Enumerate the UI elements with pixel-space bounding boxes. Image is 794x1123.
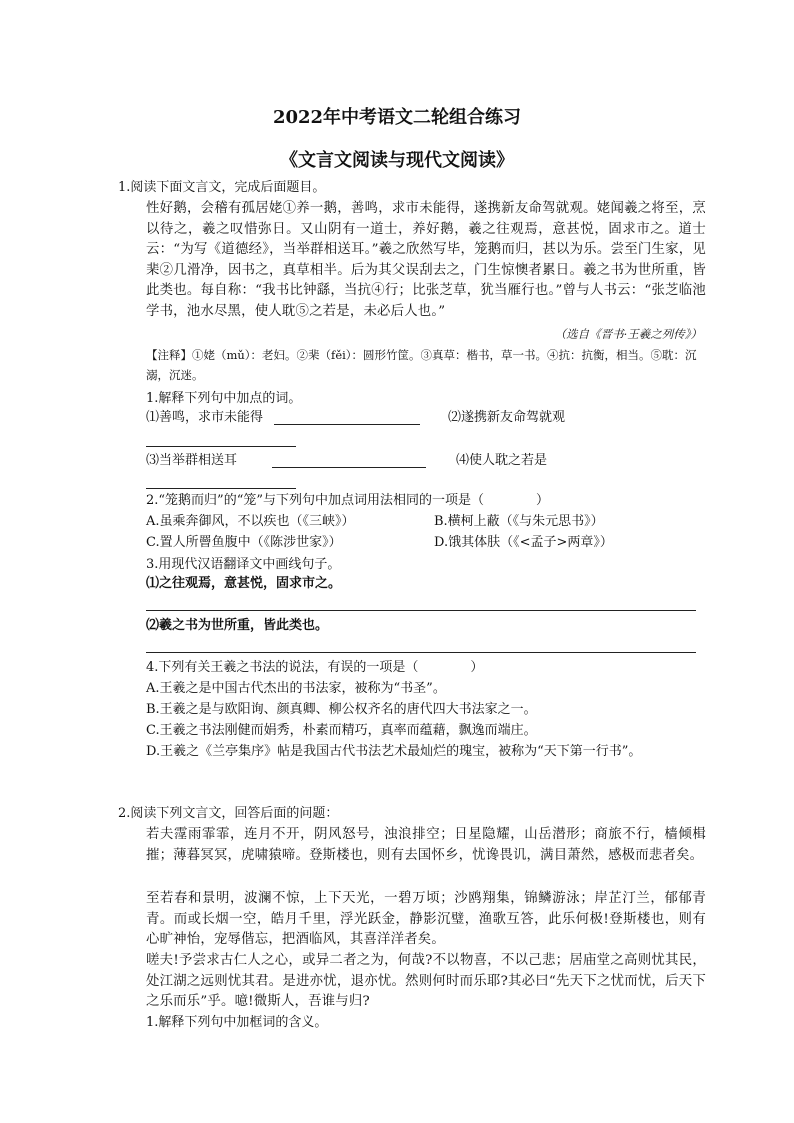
q2-option-b[interactable]: B.横柯上蔽（《与朱元思书》） [434,514,604,529]
q1-item-1: ⑴善鸣，求市未能得 [146,410,264,425]
section1-prompt: 1.阅读下面文言文，完成后面题目。 [118,180,326,195]
q4-stem: 4.下列有关王羲之书法的说法，有误的一项是（ ） [146,660,484,675]
q2-option-c[interactable]: C.置人所罾鱼腹中（《陈涉世家》） [146,535,342,550]
answer-line[interactable] [274,424,420,425]
q3-stem: 3.用现代汉语翻译文中画线句子。 [146,557,341,572]
section2-paragraph-1: 若夫霪雨霏霏，连月不开，阴风怒号，浊浪排空；日星隐耀，山岳潜形；商旅不行，樯倾楫摧；薄暮冥冥，虎啸猿啼。登斯楼也，则有去国怀乡，忧谗畏讥，满目萧然，感极而悲者矣。 [146,827,706,863]
section2-prompt: 2.阅读下列文言文，回答后面的问题： [118,806,339,821]
section2-paragraph-3: 嗟夫!予尝求古仁人之心，或异二者之为，何哉?不以物喜，不以己悲；居庙堂之高则忧其民，处江湖之远则忧其君。是进亦忧，退亦忧。然则何时而乐耶?其必曰“先天下之忧而忧，后天下之乐而乐”乎。噫!微斯人，吾谁与归? [146,953,706,1010]
passage-source: （选自《晋书·王羲之列传》） [554,327,702,341]
document-subtitle: 《文言文阅读与现代文阅读》 [280,150,514,171]
q1-item-3: ⑶当举群相送耳 [146,453,238,468]
q4-option-a[interactable]: A.王羲之是中国古代杰出的书法家，被称为“书圣”。 [146,681,446,696]
q3-item-2: ⑵羲之书为世所重，皆此类也。 [146,618,329,633]
answer-line[interactable] [146,652,696,653]
document-title: 2022年中考语文二轮组合练习 [272,107,522,128]
q2-option-a[interactable]: A.虽乘奔御风，不以疾也（《三峡》） [146,514,355,529]
q3-item-1: ⑴之往观焉，意甚悦，固求市之。 [146,576,342,591]
section2-paragraph-2: 至若春和景明，波澜不惊，上下天光，一碧万顷；沙鸥翔集，锦鳞游泳；岸芷汀兰，郁郁青青。而或长烟一空，皓月千里，浮光跃金，静影沉璧，渔歌互答，此乐何极!登斯楼也，则有心旷神怡，宠辱偕忘，把酒临风，其喜洋洋者矣。 [146,891,706,948]
q4-option-c[interactable]: C.王羲之书法刚健而娟秀，朴素而精巧，真率而蕴藉，飘逸而端庄。 [146,723,537,738]
section1-passage: 性好鹅，会稽有孤居姥①养一鹅，善鸣，求市未能得，遂携新友命驾就观。姥闻羲之将至，烹以待之，羲之叹惜弥日。又山阴有一道士，养好鹅，羲之往观焉，意甚悦，固求市之。道士云：“为写《道德经》，当举群相送耳。”羲之欣然写毕，笼鹅而归，甚以为乐。尝至门生家，见棐②几滑净，因书之，真草相半。后为其父误刮去之，门生惊懊者累日。羲之书为世所重，皆此类也。每自称：“我书比钟繇，当抗④行；比张芝草，犹当雁行也。”曾与人书云：“张芝临池学书，池水尽黑，使人耽⑤之若是，未必后人也。” [146,201,706,319]
q4-option-b[interactable]: B.王羲之是与欧阳询、颜真卿、柳公权齐名的唐代四大书法家之一。 [146,702,537,717]
q1-item-4: ⑷使人耽之若是 [456,453,548,468]
section2-q1-stem: 1.解释下列句中加框词的含义。 [146,1015,328,1030]
q4-option-d[interactable]: D.王羲之《兰亭集序》帖是我国古代书法艺术最灿烂的瑰宝，被称为“天下第一行书”。 [146,744,642,759]
q1-item-2: ⑵遂携新友命驾就观 [448,410,566,425]
answer-line[interactable] [146,488,296,489]
q2-stem: 2.“笼鹅而归”的“笼”与下列句中加点词用法相同的一项是（ ） [146,493,549,508]
q2-option-d[interactable]: D.饿其体肤（《<孟子>两章》） [434,535,613,550]
answer-line[interactable] [146,610,696,611]
answer-line[interactable] [146,446,296,447]
answer-line[interactable] [272,467,426,468]
q1-stem: 1.解释下列句中加点的词。 [146,391,302,406]
annotation-note: 【注释】①姥（mǔ）：老妇。②棐（fěi）：圆形竹筐。③真草：楷书，草一书。④抗：抗衡，相当。⑤耽：沉溺，沉迷。 [146,348,697,382]
